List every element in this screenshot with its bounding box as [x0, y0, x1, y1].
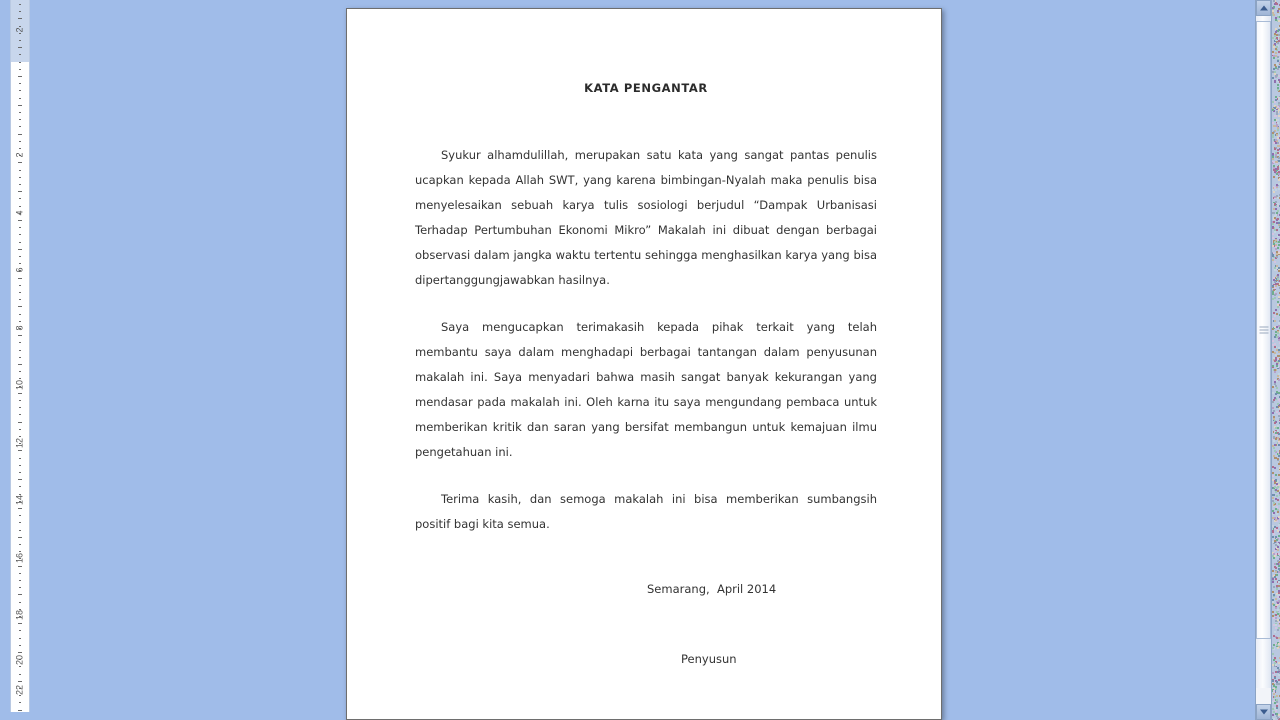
ruler-tick [19, 299, 21, 300]
ruler-tick [18, 393, 22, 394]
ruler-tick [19, 407, 21, 408]
ruler-tick [19, 436, 21, 437]
ruler-tick [19, 119, 21, 120]
ruler-tick [18, 594, 22, 595]
ruler-number: 4 [14, 210, 25, 216]
ruler-tick [19, 522, 21, 523]
ruler-tick [19, 702, 21, 703]
chevron-down-icon [1260, 710, 1268, 715]
ruler-tick [19, 90, 21, 91]
document-paragraph-1: Syukur alhamdulillah, merupakan satu kata yang sangat pantas penulis ucapkan kepada Allah SWT, yang karena bimbingan-Nyalah maka penulis bisa menyelesaikan sebuah karya tulis sosiologi berjudul “Dampak Urbanisasi Terhadap Pertumbuhan Ekonomi Mikro” Makalah ini dibuat dengan berbagai observasi dalam jangka waktu tertentu sehingga menghasilkan karya yang bisa dipertanggungjawabkan hasilnya. [415, 148, 877, 287]
signature-signer: Penyusun [681, 652, 737, 666]
ruler-tick [19, 342, 21, 343]
ruler-tick [19, 630, 21, 631]
ruler-tick [19, 458, 21, 459]
ruler-tick [18, 278, 22, 279]
ruler-tick [19, 263, 21, 264]
ruler-number: 12 [14, 437, 25, 449]
ruler-tick [19, 54, 21, 55]
ruler-tick [19, 371, 21, 372]
ruler-tick [19, 69, 21, 70]
ruler-tick [19, 62, 21, 63]
ruler-number: 6 [14, 267, 25, 273]
ruler-tick [18, 191, 22, 192]
ruler-tick-marks [11, 0, 29, 712]
ruler-tick [19, 357, 21, 358]
scrollbar-track[interactable] [1256, 15, 1271, 688]
ruler-tick [19, 206, 21, 207]
ruler-number: 2 [14, 27, 25, 33]
ruler-tick [18, 710, 22, 711]
ruler-tick [19, 112, 21, 113]
ruler-tick [18, 76, 22, 77]
ruler-tick [18, 105, 22, 106]
ruler-number: 22 [14, 684, 25, 696]
ruler-tick [19, 170, 21, 171]
ruler-tick [19, 350, 21, 351]
signature-place-date: Semarang, April 2014 [647, 582, 777, 596]
ruler-tick [19, 472, 21, 473]
ruler-tick [19, 26, 21, 27]
document-paragraph-3: Terima kasih, dan semoga makalah ini bisa memberikan sumbangsih positif bagi kita semua. [415, 492, 877, 531]
vertical-ruler[interactable] [10, 0, 30, 712]
grip-lines-icon [1259, 327, 1268, 334]
ruler-tick [18, 306, 22, 307]
ruler-tick [18, 652, 22, 653]
ruler-tick [18, 450, 22, 451]
document-title: KATA PENGANTAR [584, 81, 708, 95]
ruler-tick [18, 623, 22, 624]
edge-artifact-strip [1272, 0, 1280, 720]
ruler-tick [19, 292, 21, 293]
ruler-tick [19, 321, 21, 322]
document-paragraph-2: Saya mengucapkan terimakasih kepada pihak terkait yang telah membantu saya dalam menghadapi berbagai tantangan dalam penyusunan makalah ini. Saya menyadari bahwa masih sangat banyak kekurangan yang mendasar pada makalah ini. Oleh karna itu saya mengundang pembaca untuk memberikan kritik dan saran yang bersifat membangun untuk kemajuan ilmu pengetahuan ini. [415, 320, 877, 459]
ruler-tick [19, 429, 21, 430]
ruler-tick [19, 602, 21, 603]
ruler-tick [19, 400, 21, 401]
ruler-tick [19, 198, 21, 199]
ruler-tick [19, 695, 21, 696]
ruler-tick [19, 33, 21, 34]
ruler-tick [18, 422, 22, 423]
ruler-tick [18, 479, 22, 480]
ruler-tick [18, 537, 22, 538]
ruler-tick [18, 18, 22, 19]
scroll-down-button[interactable] [1256, 704, 1271, 720]
ruler-tick [18, 162, 22, 163]
ruler-tick [19, 638, 21, 639]
ruler-tick [19, 227, 21, 228]
ruler-tick [19, 285, 21, 286]
ruler-tick [19, 148, 21, 149]
ruler-number: 14 [14, 494, 25, 506]
ruler-tick [18, 220, 22, 221]
ruler-tick [19, 98, 21, 99]
ruler-tick [19, 11, 21, 12]
ruler-tick [19, 83, 21, 84]
ruler-tick [19, 256, 21, 257]
ruler-tick [19, 645, 21, 646]
ruler-tick [19, 674, 21, 675]
ruler-tick [18, 47, 22, 48]
ruler-tick [18, 566, 22, 567]
ruler-tick [18, 249, 22, 250]
document-text-body [415, 9, 877, 669]
ruler-tick [19, 587, 21, 588]
scroll-up-button[interactable] [1256, 0, 1271, 16]
ruler-tick [19, 414, 21, 415]
chevron-up-icon [1260, 6, 1268, 11]
ruler-tick [19, 242, 21, 243]
ruler-tick [19, 177, 21, 178]
ruler-tick [18, 335, 22, 336]
ruler-number: 16 [14, 552, 25, 564]
ruler-tick [19, 530, 21, 531]
signature-block [415, 579, 877, 669]
ruler-number: 20 [14, 654, 25, 666]
document-page[interactable] [346, 8, 942, 720]
ruler-tick [19, 486, 21, 487]
ruler-number: 2 [14, 152, 25, 158]
ruler-tick [19, 465, 21, 466]
ruler-tick [19, 40, 21, 41]
ruler-number: 18 [14, 609, 25, 621]
ruler-tick [18, 134, 22, 135]
ruler-tick [19, 126, 21, 127]
ruler-tick [18, 364, 22, 365]
ruler-tick [19, 234, 21, 235]
ruler-tick [19, 666, 21, 667]
vertical-scrollbar[interactable] [1255, 0, 1272, 720]
ruler-tick [18, 681, 22, 682]
ruler-tick [19, 515, 21, 516]
scrollbar-thumb[interactable] [1256, 21, 1271, 639]
ruler-tick [19, 573, 21, 574]
ruler-tick [19, 314, 21, 315]
ruler-number: 8 [14, 325, 25, 331]
ruler-tick [19, 544, 21, 545]
ruler-tick [19, 580, 21, 581]
ruler-number: 10 [14, 379, 25, 391]
ruler-tick [18, 508, 22, 509]
ruler-tick [19, 4, 21, 5]
ruler-tick [19, 184, 21, 185]
ruler-tick [19, 141, 21, 142]
